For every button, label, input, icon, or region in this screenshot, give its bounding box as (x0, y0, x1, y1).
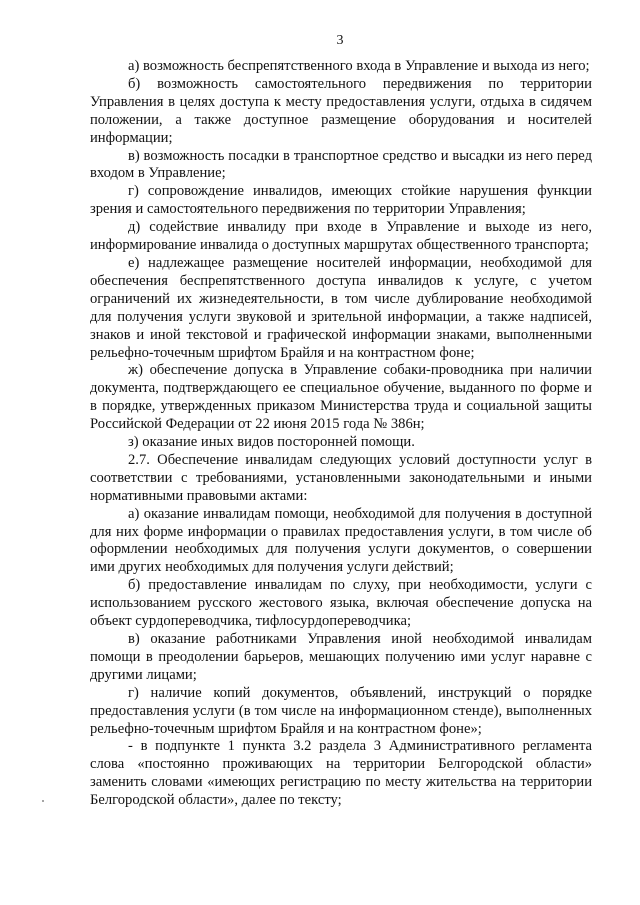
paragraph-a-entrance: а) возможность беспрепятственного входа в Управление и выхода из него; (128, 58, 590, 74)
paragraph-a-help-information: а) оказание инвалидам помощи, необходимой для получения в доступной для них форме информации о правилах предоставления услуги, в том числе об оформлении необходимых для получения услуги документов, о совершении ими других необходимых для получения услуги действий; (90, 505, 592, 576)
paragraph-v-transport-boarding: в) возможность посадки в транспортное средство и высадки из него перед входом в Управление; (90, 147, 592, 182)
paragraph-b-sign-language: б) предоставление инвалидам по слуху, при необходимости, услуги с использованием русского жестового языка, включая обеспечение допуска на объект сурдопереводчика, тифлосурдопереводчика; (90, 577, 592, 630)
paragraph-z-other-help: з) оказание иных видов посторонней помощи. (128, 434, 415, 451)
paragraph-e-information-carriers: е) надлежащее размещение носителей информации, необходимой для обеспечения беспрепятственного доступа инвалидов к услуге, с учетом ограничений их жизнедеятельности, в том числе дублирование необходимой для получения услуги звуковой и зрительной информации, а также надписей, знаков и иной текстовой и графической информации знаками, выполненными рельефно-точечным шрифтом Брайля и на контрастном фоне; (90, 254, 592, 361)
paragraph-b-movement: б) возможность самостоятельного передвижения по территории Управления в целях доступа к месту предоставления услуги, отдыха в сидячем положении, а также доступное размещение оборудования и носителей информации; (90, 75, 592, 146)
paragraph-g-braille-copies: г) наличие копий документов, объявлений, инструкций о порядке предоставления услуги (в том числе на информационном стенде), выполненных рельефно-точечным шрифтом Брайля и на контрастном фоне»; (90, 684, 592, 737)
paragraph-2-7-accessibility: 2.7. Обеспечение инвалидам следующих условий доступности услуг в соответствии с требованиями, установленными законодательными и иными нормативными правовыми актами: (90, 451, 592, 504)
paragraph-v-barriers: в) оказание работниками Управления иной необходимой инвалидам помощи в преодолении барьеров, мешающих получению ими услуг наравне с другими лицами; (90, 631, 592, 683)
paragraph-amendment-3-2: - в подпункте 1 пункта 3.2 раздела 3 Административного регламента слова «постоянно проживающих на территории Белгородской области» заменить словами «имеющих регистрацию по месту жительства на территории Белгородской области», далее по тексту; (90, 738, 592, 809)
paragraph-g-escort: г) сопровождение инвалидов, имеющих стойкие нарушения функции зрения и самостоятельного передвижения по территории Управления; (90, 183, 592, 218)
paragraph-d-assistance: д) содействие инвалиду при входе в Управление и выходе из него, информирование инвалида о доступных маршрутах общественного транспорта; (90, 219, 592, 254)
document-body (90, 58, 592, 810)
page-number: 3 (336, 33, 344, 48)
paragraph-zh-guide-dog: ж) обеспечение допуска в Управление собаки-проводника при наличии документа, подтверждающего ее специальное обучение, выданного по форме и в порядке, утвержденных приказом Министерства труда и социальной защиты Российской Федерации от 22 июня 2015 года № 386н; (90, 362, 592, 433)
scan-speck (42, 800, 44, 802)
